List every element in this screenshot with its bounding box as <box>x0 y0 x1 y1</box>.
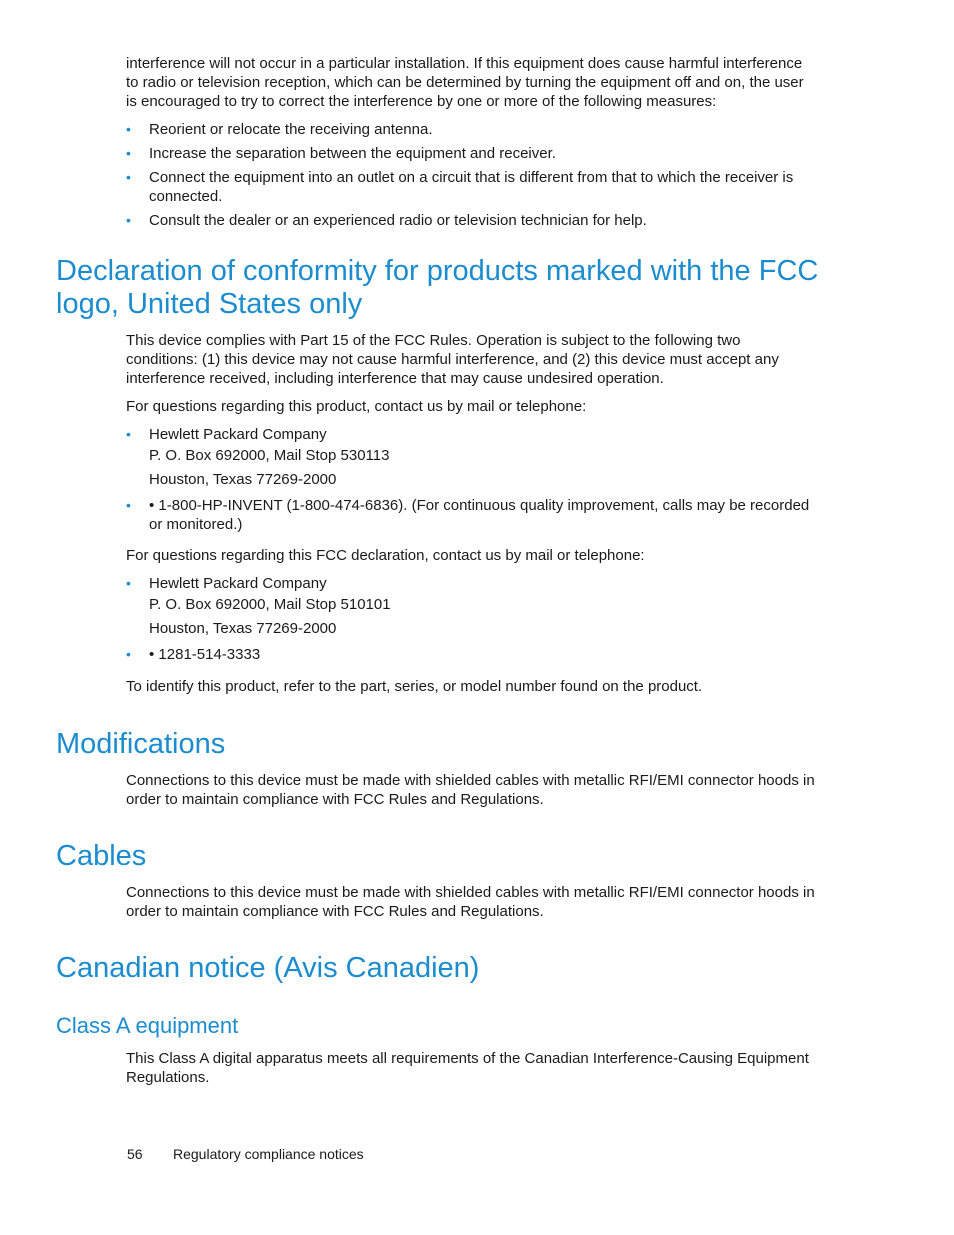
bullet-icon: • <box>126 426 131 442</box>
measures-list <box>126 120 816 230</box>
declaration-heading: Declaration of conformity for products marked with the FCC logo, United States only <box>56 255 819 320</box>
list-item <box>126 425 816 491</box>
modifications-paragraph: Connections to this device must be made with shielded cables with metallic RFI/EMI connector hoods in order to maintain compliance with FCC Rules and Regulations. <box>126 772 815 808</box>
fcc-phone: • 1281-514-3333 <box>149 646 261 663</box>
address-city: Houston, Texas 77269-2000 <box>149 619 337 637</box>
cables-heading: Cables <box>56 840 147 872</box>
bullet-icon: • <box>126 145 131 161</box>
compliance-paragraph: This device complies with Part 15 of the FCC Rules. Operation is subject to the following two conditions: (1) this device may not cause harmful interference, and (2) this device must accept any interference received, including interference that may cause undesired operation. <box>126 332 779 387</box>
identify-paragraph: To identify this product, refer to the part, series, or model number found on the product. <box>126 678 703 695</box>
address-company: Hewlett Packard Company <box>149 575 327 592</box>
list-item: • Consult the dealer or an experienced radio or television technician for help. <box>126 212 647 229</box>
address-company: Hewlett Packard Company <box>149 426 327 443</box>
bullet-icon: • <box>126 497 131 513</box>
list-item <box>126 574 816 640</box>
bullet-icon: • <box>126 169 131 185</box>
footer-section-title: Regulatory compliance notices <box>173 1146 364 1162</box>
class-a-paragraph: This Class A digital apparatus meets all requirements of the Canadian Interference-Causing Equipment Regulations. <box>126 1050 809 1086</box>
canadian-heading: Canadian notice (Avis Canadien) <box>56 952 480 984</box>
list-item <box>126 496 816 534</box>
modifications-heading: Modifications <box>56 728 226 760</box>
list-item: • Increase the separation between the equipment and receiver. <box>126 145 556 162</box>
bullet-icon: • <box>126 212 131 228</box>
fcc-contact-intro: For questions regarding this FCC declaration, contact us by mail or telephone: <box>126 547 645 564</box>
address-city: Houston, Texas 77269-2000 <box>149 470 337 488</box>
class-a-subheading: Class A equipment <box>56 1013 239 1038</box>
list-item: • Connect the equipment into an outlet on a circuit that is different from that to which the receiver is connected. <box>126 169 794 205</box>
bullet-icon: • <box>126 575 131 591</box>
fcc-contact-list <box>126 574 816 664</box>
bullet-icon: • <box>126 121 131 137</box>
address-pobox: P. O. Box 692000, Mail Stop 530113 <box>149 447 390 464</box>
bullet-icon: • <box>126 646 131 662</box>
page-number: 56 <box>127 1146 143 1162</box>
list-item <box>126 645 816 664</box>
cables-paragraph: Connections to this device must be made with shielded cables with metallic RFI/EMI connector hoods in order to maintain compliance with FCC Rules and Regulations. <box>126 884 815 920</box>
product-phone: • 1-800-HP-INVENT (1-800-474-6836). (For continuous quality improvement, calls may be recorded or monitored.) <box>149 497 810 533</box>
address-pobox: P. O. Box 692000, Mail Stop 510101 <box>149 596 391 613</box>
product-contact-list <box>126 425 816 534</box>
product-contact-intro: For questions regarding this product, contact us by mail or telephone: <box>126 398 587 415</box>
intro-paragraph: interference will not occur in a particular installation. If this equipment does cause harmful interference to radio or television reception, which can be determined by turning the equipment off and on, the user is encouraged to try to correct the interference by one or more of the following measures: <box>126 55 804 110</box>
list-item: • Reorient or relocate the receiving antenna. <box>126 121 433 138</box>
